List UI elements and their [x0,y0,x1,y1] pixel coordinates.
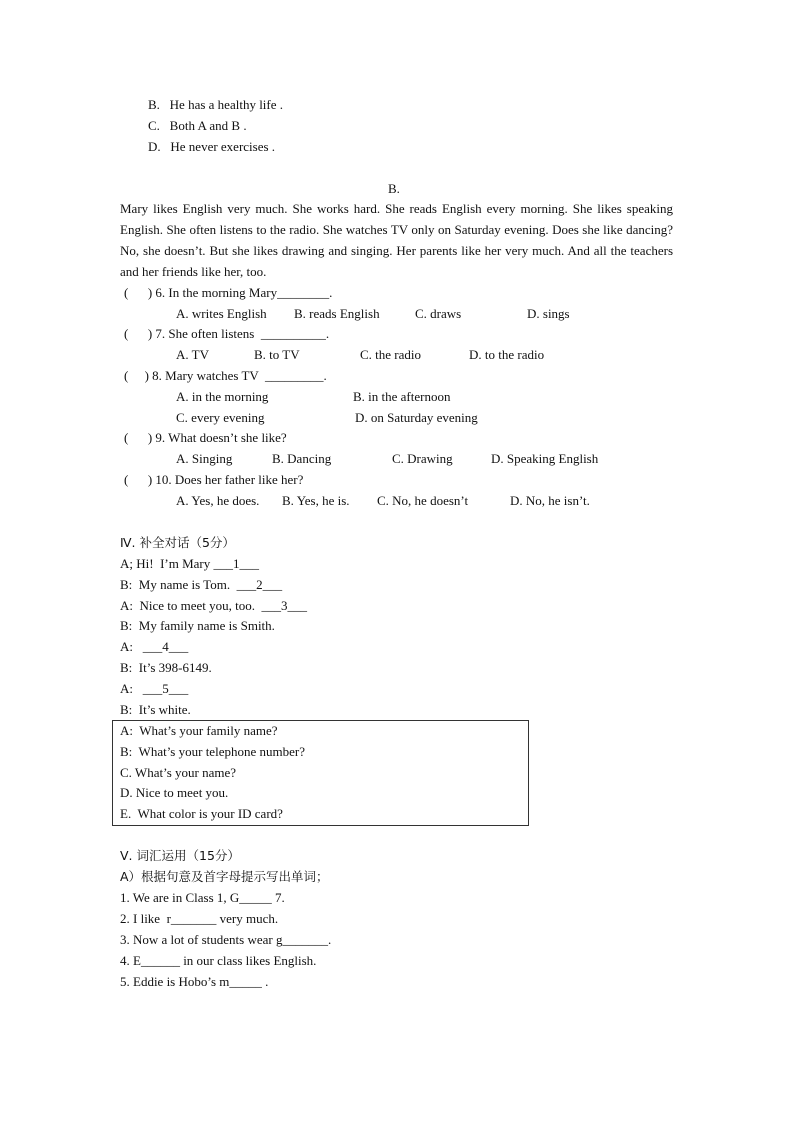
question-8-option-b: B. in the afternoon [353,389,451,404]
dialogue-line-4: B: My family name is Smith. [120,618,275,633]
option-b-healthy-life: B. He has a healthy life . [148,97,284,112]
question-6-option-a: A. writes English [176,306,267,321]
question-7-option-c: C. the radio [360,347,422,362]
question-10-option-c: C. No, he doesn’t [377,493,469,508]
vocab-item-1: 1. We are in Class 1, G_____ 7. [120,890,285,905]
question-7-option-b: B. to TV [254,347,300,362]
reading-b-passage: Mary likes English very much. She works hard. She reads English every morning. She likes speaking English. She often listens to the radio. She watches TV only on Saturday evening. Does she like dancing? No, she doesn’t. But she likes drawing and singing. Her parents like her very much. And all the teachers and her friends like her, too. [120,201,673,279]
question-10-option-a: A. Yes, he does. [176,493,260,508]
question-7-stem: ( ) 7. She often listens __________. [124,326,330,341]
question-10-option-d: D. No, he isn’t. [510,493,590,508]
choice-e: E. What color is your ID card? [120,806,283,821]
question-6-option-c: C. draws [415,306,462,321]
vocab-item-4: 4. E______ in our class likes English. [120,953,317,968]
question-8-option-c: C. every evening [176,410,265,425]
question-8-option-d: D. on Saturday evening [355,410,478,425]
choice-a: A: What’s your family name? [120,723,278,738]
question-6-option-d: D. sings [527,306,570,321]
vocab-item-5: 5. Eddie is Hobo’s m_____ . [120,974,269,989]
question-8-option-a: A. in the morning [176,389,269,404]
question-7-option-d: D. to the radio [469,347,545,362]
vocab-item-3: 3. Now a lot of students wear g_______. [120,932,332,947]
dialogue-line-8: B: It’s white. [120,702,191,717]
question-7-option-a: A. TV [176,347,209,362]
choice-d: D. Nice to meet you. [120,785,229,800]
question-9-stem: ( ) 9. What doesn’t she like? [124,430,287,445]
option-c-both: C. Both A and B . [148,118,247,133]
choice-c: C. What’s your name? [120,765,237,780]
dialogue-line-6: B: It’s 398-6149. [120,660,212,675]
dialogue-line-1: A; Hi! I’m Mary ___1___ [120,556,260,571]
dialogue-line-3: A: Nice to meet you, too. ___3___ [120,598,308,613]
question-8-stem: ( ) 8. Mary watches TV _________. [124,368,327,383]
question-9-option-c: C. Drawing [392,451,453,466]
dialogue-line-2: B: My name is Tom. ___2___ [120,577,283,592]
dialogue-choices-box [112,720,529,826]
question-10-stem: ( ) 10. Does her father like her? [124,472,304,487]
section-v-heading: Ⅴ. 词汇运用（15分） [120,848,240,863]
reading-b-heading: B. [388,181,400,196]
dialogue-line-7: A: ___5___ [120,681,189,696]
question-9-option-a: A. Singing [176,451,233,466]
question-9-option-b: B. Dancing [272,451,332,466]
question-6-option-b: B. reads English [294,306,380,321]
question-6-stem: ( ) 6. In the morning Mary________. [124,285,333,300]
choice-b: B: What’s your telephone number? [120,744,305,759]
question-10-option-b: B. Yes, he is. [282,493,350,508]
dialogue-line-5: A: ___4___ [120,639,189,654]
option-d-never-exercises: D. He never exercises . [148,139,276,154]
question-9-option-d: D. Speaking English [491,451,599,466]
vocab-item-2: 2. I like r_______ very much. [120,911,279,926]
section-iv-heading: Ⅳ. 补全对话（5分） [120,535,235,550]
section-v-subheading: A）根据句意及首字母提示写出单词； [120,869,329,884]
